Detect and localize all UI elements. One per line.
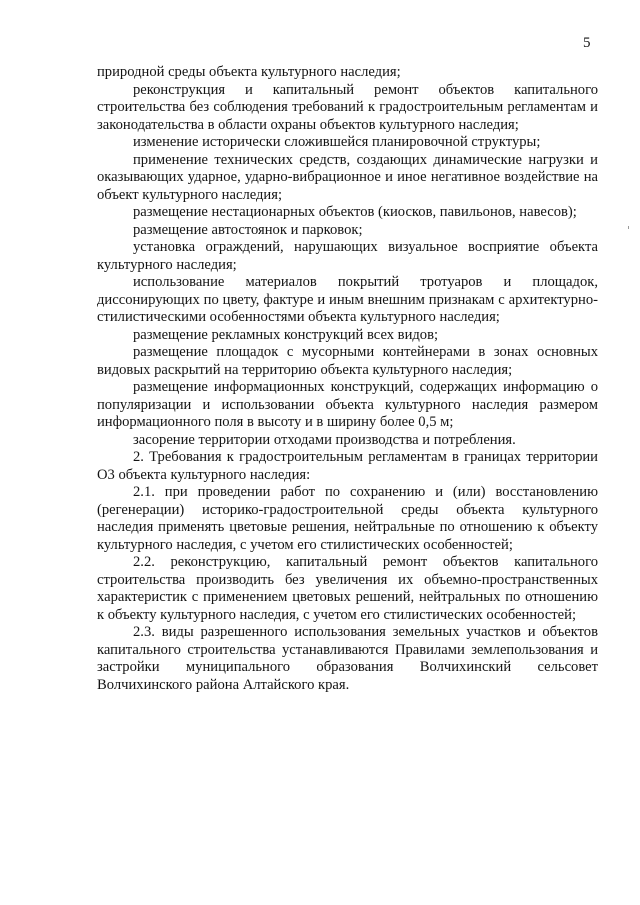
paragraph: использование материалов покрытий тротуаров и площадок, диссонирующих по цвету, фактуре и иным внешним признакам с архитектурно-стилистическими особенностями объекта культурного наследия; — [97, 274, 598, 325]
paragraph: засорение территории отходами производства и потребления. — [133, 431, 516, 448]
paragraph: 2.2. реконструкцию, капитальный ремонт объектов капитального строительства производить без увеличения их объемно-пространственных характеристик с применением цветовых решений, нейтральных по отношению к объекту культурного наследия, с учетом его стилистических особенностей; — [97, 554, 598, 623]
paragraph: размещение информационных конструкций, содержащих информацию о популяризации и использовании объекта культурного наследия размером информационного поля в высоту и в ширину более 0,5 м; — [97, 379, 598, 430]
paragraph: изменение исторически сложившейся планировочной структуры; — [133, 134, 541, 150]
paragraph: 2.3. виды разрешенного использования земельных участков и объектов капитального строительства устанавливаются Правилами землепользования и застройки муниципального образования Волчихинский сельсовет Волчихинского района Алтайского края. — [97, 624, 598, 693]
scan-artifact — [628, 226, 629, 229]
paragraph: применение технических средств, создающих динамические нагрузки и оказывающих ударное, ударно-вибрационное и иное негативное воздействие на объект культурного наследия; — [97, 151, 598, 203]
paragraph: размещение нестационарных объектов (киосков, павильонов, навесов); — [133, 204, 577, 220]
paragraph: размещение площадок с мусорными контейнерами в зонах основных видовых раскрытий на территорию объекта культурного наследия; — [97, 344, 598, 378]
paragraph: природной среды объекта культурного наследия; — [97, 64, 401, 80]
paragraph: размещение автостоянок и парковок; — [133, 221, 363, 238]
paragraph: 2.1. при проведении работ по сохранению и (или) восстановлению (регенерации) историко-градостроительной среды объекта культурного наследия применять цветовые решения, нейтральные по отношению к объекту культурного наследия, с учетом его стилистических особенностей; — [97, 484, 598, 553]
document-body — [97, 64, 598, 694]
paragraph: размещение рекламных конструкций всех видов; — [133, 326, 439, 343]
paragraph: реконструкция и капитальный ремонт объектов капитального строительства без соблюдения требований к градостроительным регламентам и законодательства в области охраны объектов культурного наследия; — [97, 81, 598, 133]
section-heading-paragraph: 2. Требования к градостроительным регламентам в границах территории О3 объекта культурного наследия: — [97, 449, 598, 483]
page-number: 5 — [583, 35, 591, 51]
paragraph: установка ограждений, нарушающих визуальное восприятие объекта культурного наследия; — [97, 239, 598, 273]
